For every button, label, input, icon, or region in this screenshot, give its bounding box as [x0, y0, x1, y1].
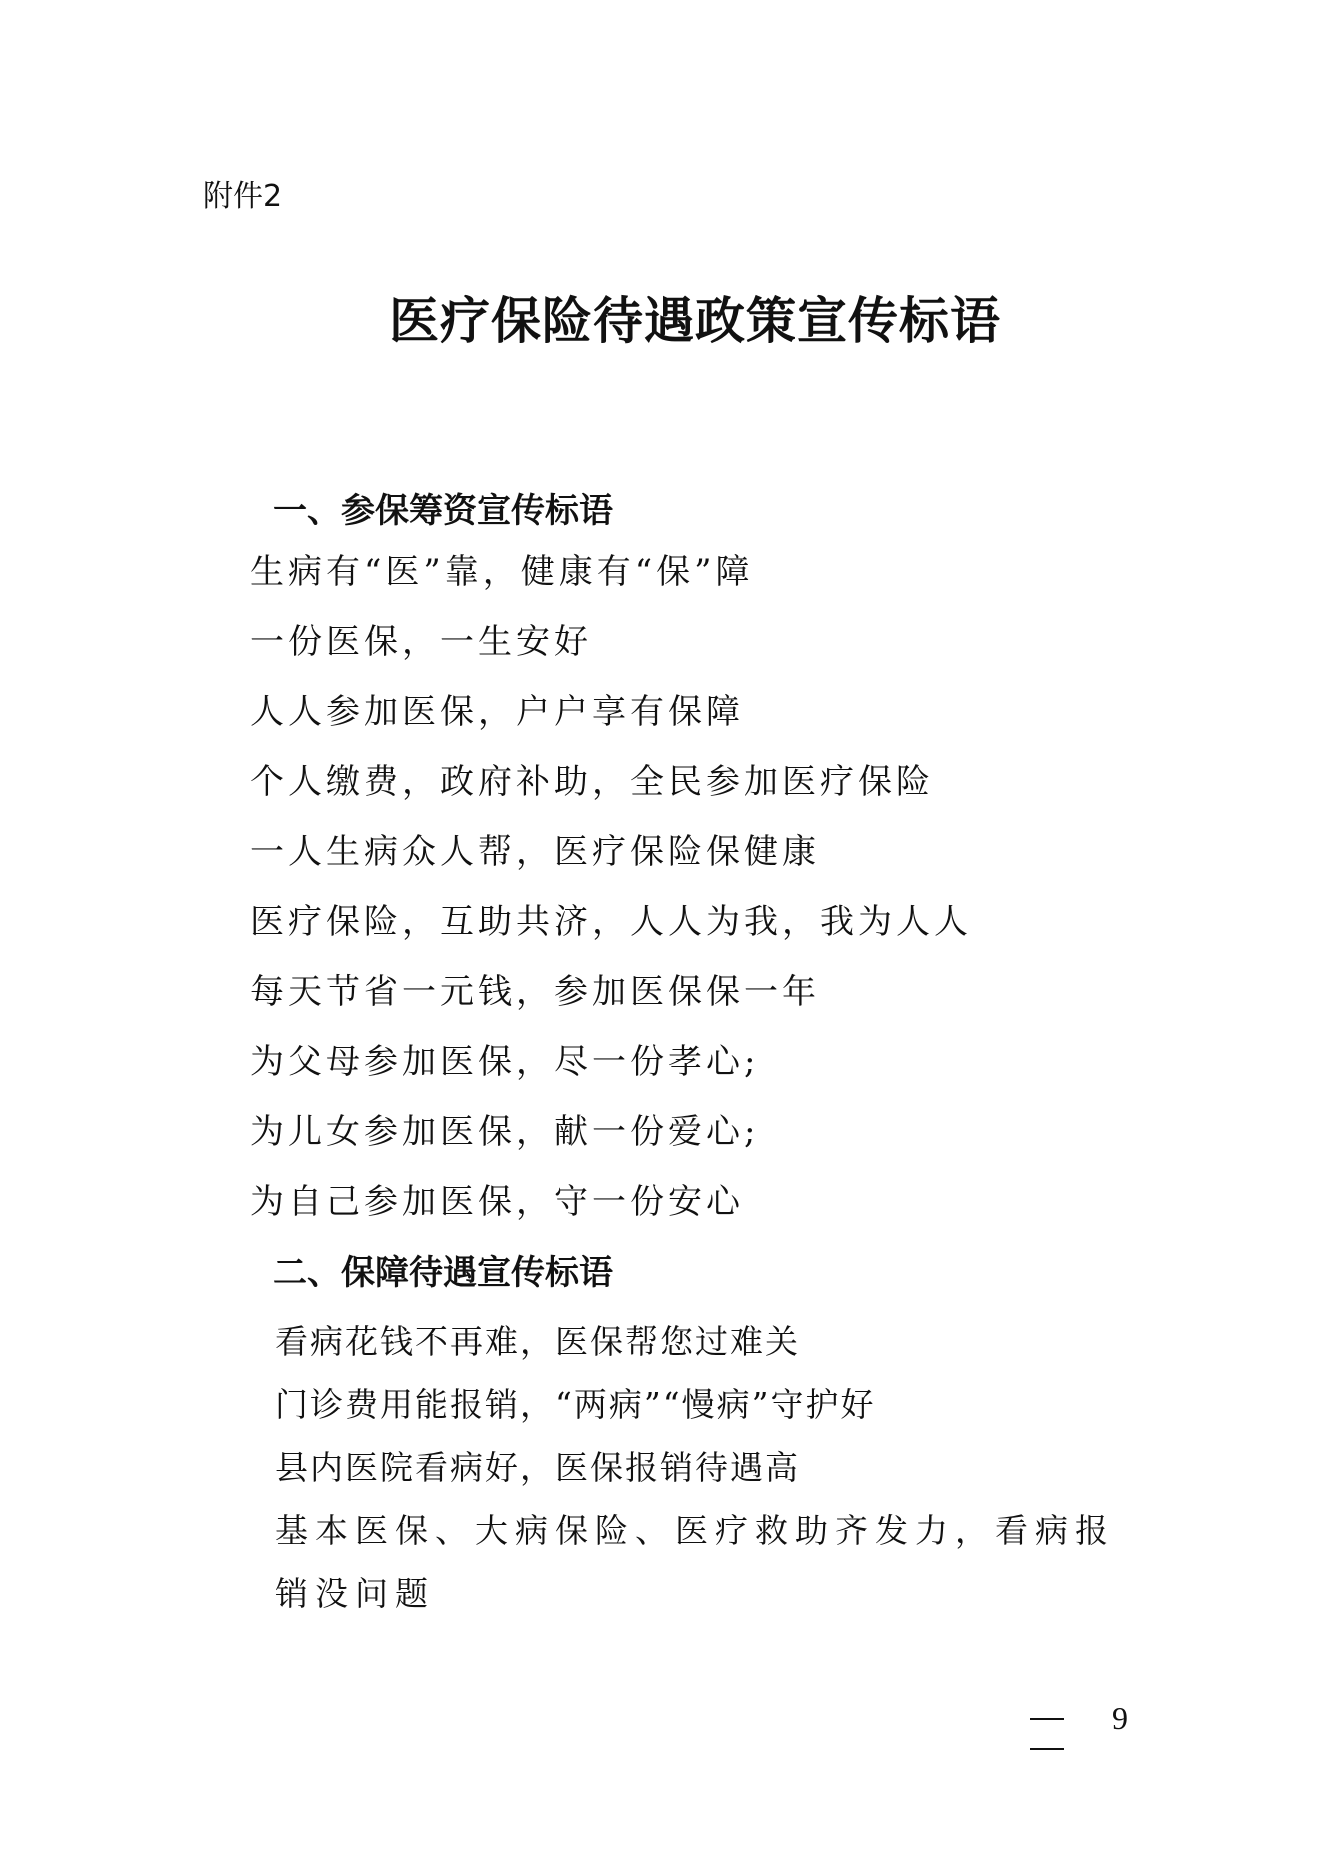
slogan-item: 一份医保，一生安好 [250, 622, 592, 662]
slogan-item: 为父母参加医保，尽一份孝心; [250, 1042, 760, 1082]
slogan-item: 生病有“医”靠，健康有“保”障 [250, 552, 754, 592]
attachment-label: 附件2 [203, 179, 283, 214]
slogan-item: 看病花钱不再难，医保帮您过难关 [275, 1322, 800, 1361]
slogan-item: 医疗保险，互助共济，人人为我，我为人人 [250, 902, 972, 942]
slogan-item: 为自己参加医保，守一份安心 [250, 1182, 744, 1222]
slogan-item: 人人参加医保，户户享有保障 [250, 692, 744, 732]
benefits-slogan-list [275, 1310, 1135, 1625]
slogan-item: 基本医保、大病保险、医疗救助齐发力，看病报销没问题 [275, 1511, 1115, 1613]
page-number-dash [1030, 1718, 1064, 1720]
page-number-value: 9 [1112, 1700, 1128, 1736]
slogan-item: 县内医院看病好，医保报销待遇高 [275, 1448, 800, 1487]
slogan-item: 每天节省一元钱，参加医保保一年 [250, 972, 820, 1012]
funding-slogan-list [250, 543, 972, 1243]
slogan-item: 门诊费用能报销，“两病”“慢病”守护好 [275, 1385, 876, 1424]
document-title: 医疗保险待遇政策宣传标语 [389, 292, 1001, 350]
section-heading-benefits: 二、保障待遇宣传标语 [273, 1253, 613, 1293]
slogan-item: 为儿女参加医保，献一份爱心; [250, 1112, 760, 1152]
page-number-dash [1030, 1748, 1064, 1750]
slogan-item: 个人缴费，政府补助，全民参加医疗保险 [250, 762, 934, 802]
slogan-item: 一人生病众人帮，医疗保险保健康 [250, 832, 820, 872]
section-heading-funding: 一、参保筹资宣传标语 [273, 491, 613, 531]
